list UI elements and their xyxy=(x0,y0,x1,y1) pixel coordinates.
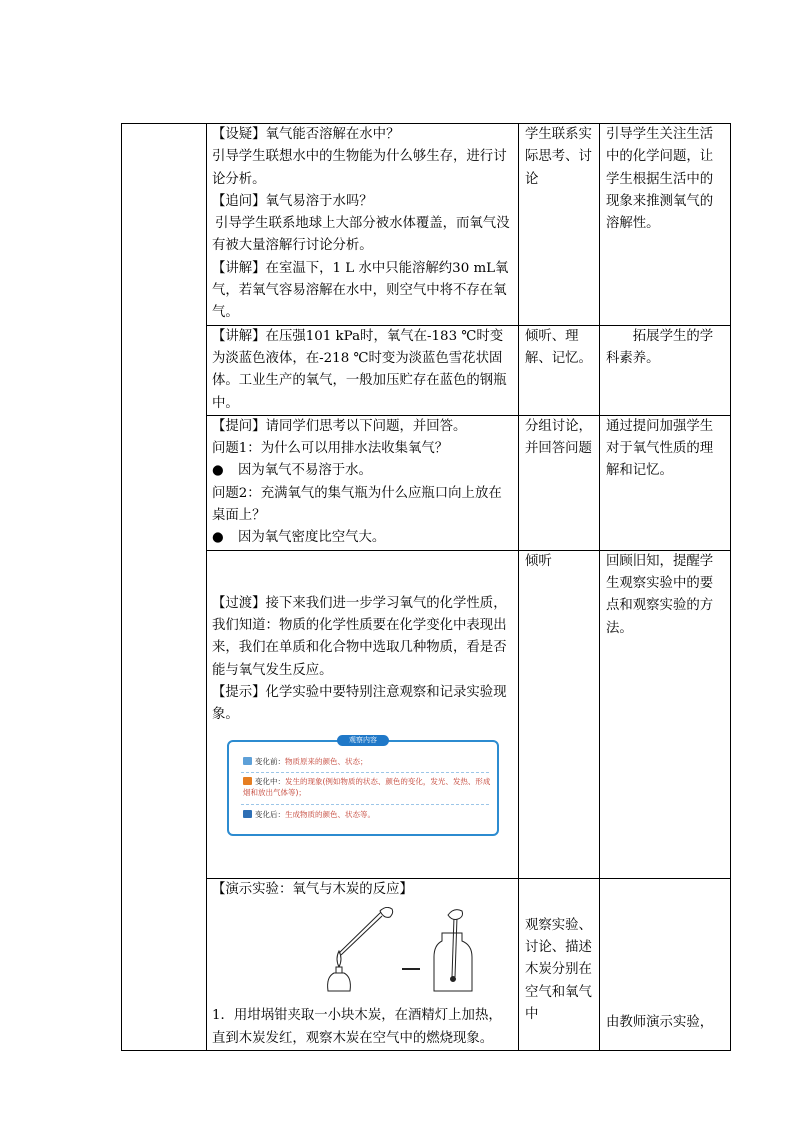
list-item xyxy=(212,460,515,482)
student-activity-cell xyxy=(519,550,600,878)
item-text: 生成物质的颜色、状态等。 xyxy=(285,810,375,820)
design-intent-cell xyxy=(600,124,731,326)
table-row xyxy=(122,124,731,326)
design-intent-text: 回顾旧知，提醒学生观察实验中的要点和观察实验的方法。 xyxy=(606,553,714,636)
item-text: 发生的现象(例如物质的状态、颜色的变化，发光、发热、形成烟和放出气体等)； xyxy=(243,777,491,798)
student-activity-cell xyxy=(519,325,600,415)
section-cell xyxy=(122,124,207,1051)
alcohol-lamp-icon xyxy=(328,973,351,991)
question-text: 【设疑】氧气能否溶解在水中？ xyxy=(212,127,400,142)
bullet-icon: ● xyxy=(212,463,224,479)
student-activity-text: 倾听 xyxy=(525,553,552,569)
bullet-icon: ● xyxy=(212,530,224,546)
student-activity-text: 分组讨论，并回答问题 xyxy=(525,418,592,457)
design-intent-text: 通过提问加强学生对于氧气性质的理解和记忆。 xyxy=(606,418,714,479)
list-item xyxy=(212,527,515,549)
during-icon xyxy=(243,777,252,785)
after-icon xyxy=(243,810,252,818)
teacher-activity-cell xyxy=(207,124,519,326)
step-1-text: 1．用坩埚钳夹取一小块木炭，在酒精灯上加热，直到木炭发红，观察木炭在空气中的燃烧现象。 xyxy=(212,1008,502,1046)
table-row xyxy=(122,325,731,415)
transition-text: 【过渡】接下来我们进一步学习氧气的化学性质，我们知道：物质的化学性质要在化学变化中表现出来，我们在单质和化合物中选取几种物质，看是否能与氧气发生反应。 xyxy=(212,595,507,678)
question-1-text: 问题1：为什么可以用排水法收集氧气？ xyxy=(212,441,449,457)
prompt-text: 【提问】请同学们思考以下问题，并回答。 xyxy=(212,418,467,434)
observation-content-box xyxy=(227,736,499,836)
design-intent-text: 拓展学生的学科素养。 xyxy=(606,328,714,366)
student-activity-text: 观察实验、讨论、描述木炭分别在空气和氧气中 xyxy=(525,917,592,1022)
tip-text: 【提示】化学实验中要特别注意观察和记录实验现象。 xyxy=(212,684,507,723)
teacher-activity-cell xyxy=(207,878,519,1050)
student-activity-cell xyxy=(519,415,600,550)
design-intent-text: 引导学生关注生活中的化学问题，让学生根据生活中的现象来推测氧气的溶解性。 xyxy=(606,127,714,232)
student-activity-text: 倾听、理解、记忆。 xyxy=(525,328,592,366)
question-2-text: 问题2：充满氧气的集气瓶为什么应瓶口向上放在桌面上？ xyxy=(212,485,502,524)
explanation-text: 【讲解】在室温下，1 L 水中只能溶解约30 mL氧气，若氧气容易溶解在水中，则空气中将不存在氧气。 xyxy=(212,260,509,321)
list-item xyxy=(243,756,491,767)
before-icon xyxy=(243,757,252,765)
student-activity-cell xyxy=(519,124,600,326)
student-activity-cell xyxy=(519,878,600,1050)
lesson-plan-table xyxy=(121,123,731,1051)
guide-text: 引导学生联想水中的生物能为什么够生存，进行讨论分析。 xyxy=(212,149,507,187)
design-intent-text: 由教师演示实验， xyxy=(606,1014,714,1030)
teacher-activity-cell xyxy=(207,325,519,415)
design-intent-cell xyxy=(600,325,731,415)
answer-1-text: 因为氧气不易溶于水。 xyxy=(238,463,372,479)
list-item xyxy=(243,776,491,798)
student-activity-text: 学生联系实际思考、讨论 xyxy=(525,127,592,187)
followup-question-text: 【追问】氧气易溶于水吗？ xyxy=(212,193,373,209)
design-intent-cell xyxy=(600,550,731,878)
table-row xyxy=(122,415,731,550)
charcoal-burning-apparatus-illustration xyxy=(322,907,492,993)
explanation-text: 【讲解】在压强101 kPa时，氧气在-183 ℃时变为淡蓝色液体，在-218 ℃时变为淡蓝色雪花状固体。工业生产的氧气，一般加压贮存在蓝色的钢瓶中。 xyxy=(212,328,507,411)
divider xyxy=(241,804,489,805)
design-intent-cell xyxy=(600,415,731,550)
guide-text: 引导学生联系地球上大部分被水体覆盖，而氧气没有被大量溶解行讨论分析。 xyxy=(212,216,510,254)
teacher-activity-cell xyxy=(207,415,519,550)
divider xyxy=(241,772,489,773)
list-item xyxy=(243,809,491,820)
observation-box-title: 观察内容 xyxy=(337,735,389,746)
item-label: 变化后： xyxy=(255,810,285,820)
design-intent-cell xyxy=(600,878,731,1050)
teacher-activity-cell xyxy=(207,550,519,878)
demo-title-text: 【演示实验：氧气与木炭的反应】 xyxy=(212,881,413,897)
item-text: 物质原来的颜色、状态； xyxy=(285,757,368,767)
table-row xyxy=(122,550,731,878)
table-row xyxy=(122,878,731,1050)
item-label: 变化前： xyxy=(255,757,285,767)
item-label: 变化中： xyxy=(255,777,285,787)
answer-2-text: 因为氧气密度比空气大。 xyxy=(238,530,386,546)
